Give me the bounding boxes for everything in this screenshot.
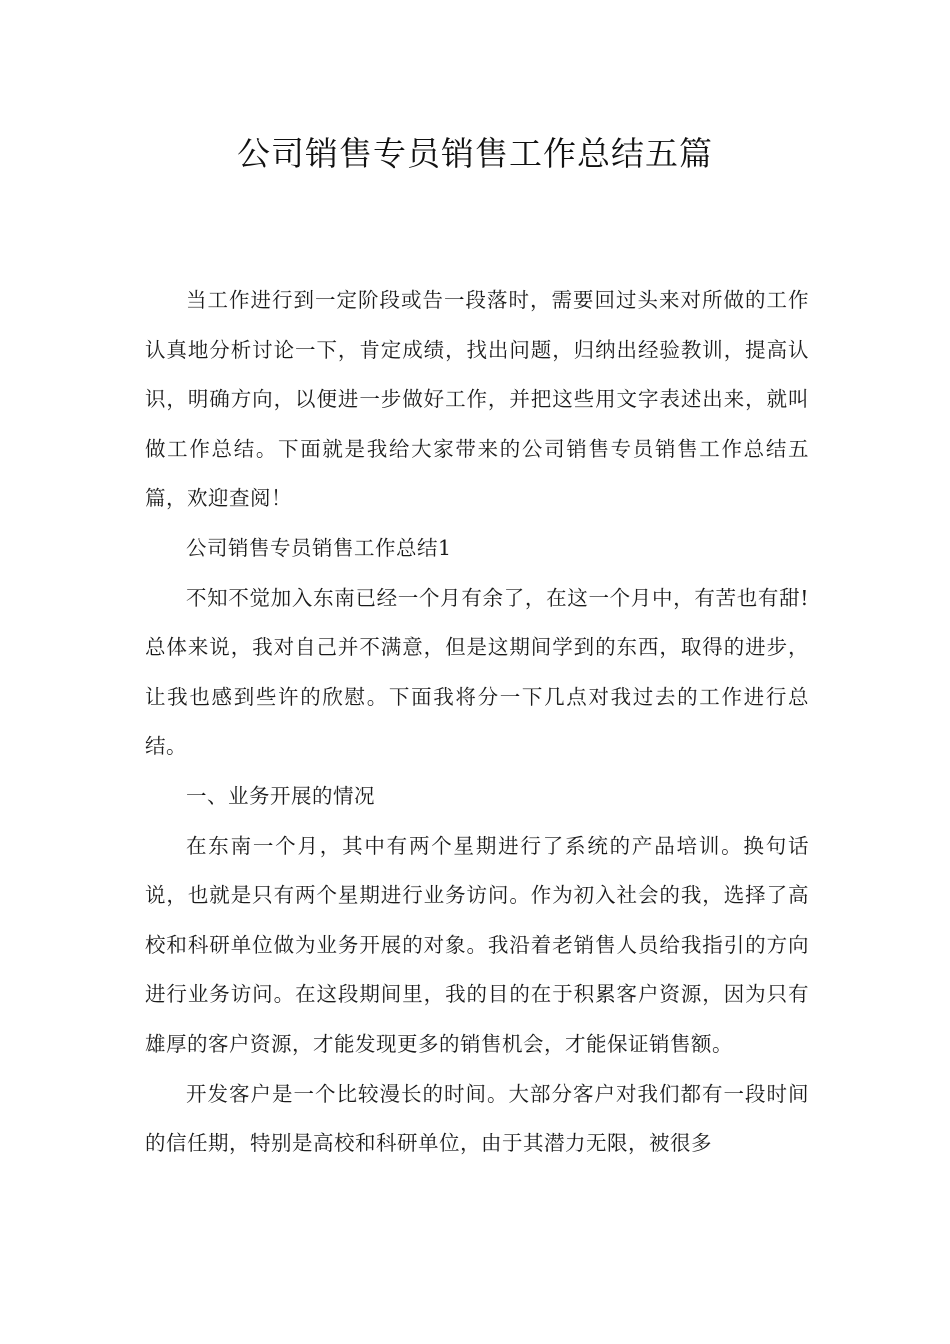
paragraph-overview: 不知不觉加入东南已经一个月有余了，在这一个月中，有苦也有甜!总体来说，我对自己并不满意，但是这期间学到的东西，取得的进步，让我也感到些许的欣慰。下面我将分一下几点对我过去的工作进行总结。 <box>145 585 809 759</box>
section-heading-summary-1: 公司销售专员销售工作总结1 <box>186 535 452 560</box>
paragraph-business-development: 在东南一个月，其中有两个星期进行了系统的产品培训。换句话说，也就是只有两个星期进行业务访问。作为初入社会的我，选择了高校和科研单位做为业务开展的对象。我沿着老销售人员给我指引的方向进行业务访问。在这段期间里，我的目的在于积累客户资源，因为只有雄厚的客户资源，才能发现更多的销售机会，才能保证销售额。 <box>145 833 809 1056</box>
paragraph-client-development: 开发客户是一个比较漫长的时间。大部分客户对我们都有一段时间的信任期，特别是高校和科研单位，由于其潜力无限，被很多 <box>145 1081 809 1156</box>
intro-paragraph: 当工作进行到一定阶段或告一段落时，需要回过头来对所做的工作认真地分析讨论一下，肯定成绩，找出问题，归纳出经验教训，提高认识，明确方向，以便进一步做好工作，并把这些用文字表述出来，就叫做工作总结。下面就是我给大家带来的公司销售专员销售工作总结五篇，欢迎查阅！ <box>145 288 809 511</box>
document-title: 公司销售专员销售工作总结五篇 <box>237 134 713 173</box>
section-heading-business: 一、业务开展的情况 <box>186 783 375 808</box>
document-body <box>145 276 809 1169</box>
